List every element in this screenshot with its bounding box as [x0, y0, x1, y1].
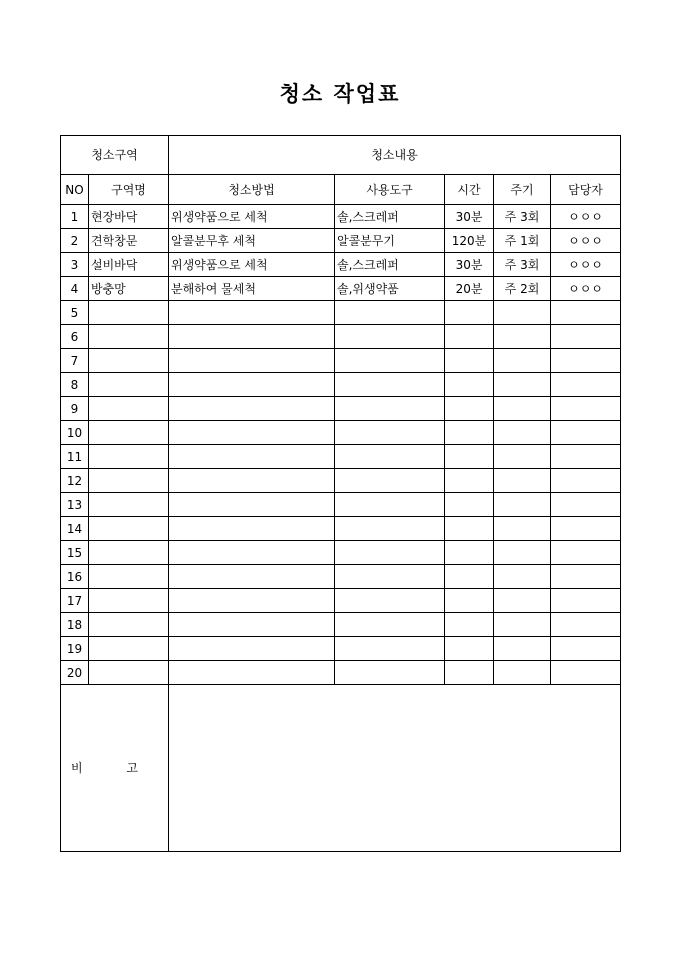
row-time — [445, 421, 494, 445]
row-method — [169, 565, 335, 589]
row-method — [169, 325, 335, 349]
row-time: 20분 — [445, 277, 494, 301]
row-cycle — [494, 589, 551, 613]
row-tool — [335, 589, 445, 613]
row-tool: 솔,위생약품 — [335, 277, 445, 301]
row-person: ㅇㅇㅇ — [551, 277, 621, 301]
row-no: 11 — [61, 445, 89, 469]
row-no: 2 — [61, 229, 89, 253]
row-no: 8 — [61, 373, 89, 397]
area-group-header: 청소구역 — [61, 136, 169, 175]
row-tool — [335, 373, 445, 397]
row-no: 15 — [61, 541, 89, 565]
row-area-name: 설비바닥 — [89, 253, 169, 277]
table-row — [61, 517, 621, 541]
row-tool — [335, 445, 445, 469]
row-no: 6 — [61, 325, 89, 349]
row-time — [445, 325, 494, 349]
row-method — [169, 301, 335, 325]
row-time: 120분 — [445, 229, 494, 253]
row-cycle — [494, 493, 551, 517]
row-method — [169, 613, 335, 637]
table-row — [61, 397, 621, 421]
row-tool — [335, 637, 445, 661]
row-time: 30분 — [445, 253, 494, 277]
row-no: 10 — [61, 421, 89, 445]
row-time — [445, 445, 494, 469]
row-tool — [335, 397, 445, 421]
row-tool — [335, 541, 445, 565]
row-person — [551, 541, 621, 565]
remarks-field[interactable] — [169, 685, 621, 852]
row-area-name — [89, 325, 169, 349]
row-method — [169, 421, 335, 445]
row-cycle — [494, 325, 551, 349]
col-header-time: 시간 — [445, 175, 494, 205]
row-tool: 솔,스크레퍼 — [335, 205, 445, 229]
row-tool — [335, 469, 445, 493]
row-no: 7 — [61, 349, 89, 373]
row-time — [445, 349, 494, 373]
table-row — [61, 469, 621, 493]
row-area-name — [89, 421, 169, 445]
row-area-name — [89, 469, 169, 493]
table-row — [61, 565, 621, 589]
row-area-name — [89, 397, 169, 421]
col-header-no: NO — [61, 175, 89, 205]
row-cycle: 주 3회 — [494, 205, 551, 229]
row-no: 5 — [61, 301, 89, 325]
row-person — [551, 469, 621, 493]
row-person — [551, 517, 621, 541]
row-cycle — [494, 373, 551, 397]
table-row — [61, 325, 621, 349]
row-person: ㅇㅇㅇ — [551, 229, 621, 253]
row-method: 알콜분무후 세척 — [169, 229, 335, 253]
row-person — [551, 397, 621, 421]
row-method — [169, 349, 335, 373]
row-no: 13 — [61, 493, 89, 517]
row-time — [445, 469, 494, 493]
row-area-name — [89, 445, 169, 469]
row-method: 분해하여 물세척 — [169, 277, 335, 301]
row-cycle — [494, 469, 551, 493]
row-no: 17 — [61, 589, 89, 613]
table-row — [61, 661, 621, 685]
row-cycle: 주 2회 — [494, 277, 551, 301]
row-area-name — [89, 301, 169, 325]
column-header-row — [61, 175, 621, 205]
table-row — [61, 637, 621, 661]
row-person — [551, 325, 621, 349]
row-area-name — [89, 589, 169, 613]
table-row — [61, 373, 621, 397]
remarks-label: 비 고 — [61, 685, 169, 852]
row-area-name — [89, 637, 169, 661]
table-row — [61, 445, 621, 469]
table-row — [61, 541, 621, 565]
table-row — [61, 349, 621, 373]
row-person — [551, 373, 621, 397]
row-no: 9 — [61, 397, 89, 421]
table-row — [61, 301, 621, 325]
row-method — [169, 661, 335, 685]
table-row — [61, 613, 621, 637]
row-tool — [335, 565, 445, 589]
col-header-cycle: 주기 — [494, 175, 551, 205]
row-no: 12 — [61, 469, 89, 493]
row-time — [445, 493, 494, 517]
row-time — [445, 541, 494, 565]
row-person — [551, 349, 621, 373]
group-header-row — [61, 136, 621, 175]
row-person: ㅇㅇㅇ — [551, 205, 621, 229]
row-tool — [335, 493, 445, 517]
row-person — [551, 445, 621, 469]
row-area-name: 현장바닥 — [89, 205, 169, 229]
row-time: 30분 — [445, 205, 494, 229]
col-header-method: 청소방법 — [169, 175, 335, 205]
row-time — [445, 661, 494, 685]
row-no: 20 — [61, 661, 89, 685]
row-person: ㅇㅇㅇ — [551, 253, 621, 277]
row-cycle — [494, 541, 551, 565]
cleaning-schedule-table — [60, 135, 621, 852]
row-tool — [335, 421, 445, 445]
table-row — [61, 421, 621, 445]
row-method — [169, 541, 335, 565]
row-time — [445, 565, 494, 589]
table-row — [61, 253, 621, 277]
row-method — [169, 397, 335, 421]
row-method: 위생약품으로 세척 — [169, 253, 335, 277]
row-cycle — [494, 637, 551, 661]
row-area-name: 견학창문 — [89, 229, 169, 253]
row-tool: 솔,스크레퍼 — [335, 253, 445, 277]
row-method — [169, 493, 335, 517]
row-cycle — [494, 613, 551, 637]
row-area-name — [89, 493, 169, 517]
content-group-header: 청소내용 — [169, 136, 621, 175]
row-method — [169, 469, 335, 493]
row-tool — [335, 613, 445, 637]
row-time — [445, 373, 494, 397]
row-no: 3 — [61, 253, 89, 277]
table-row — [61, 277, 621, 301]
row-person — [551, 421, 621, 445]
row-cycle — [494, 301, 551, 325]
row-cycle — [494, 397, 551, 421]
row-area-name — [89, 349, 169, 373]
row-area-name — [89, 565, 169, 589]
row-person — [551, 301, 621, 325]
row-person — [551, 589, 621, 613]
row-no: 16 — [61, 565, 89, 589]
table-row — [61, 589, 621, 613]
row-method: 위생약품으로 세척 — [169, 205, 335, 229]
row-time — [445, 589, 494, 613]
page-title: 청소 작업표 — [279, 81, 401, 106]
row-person — [551, 661, 621, 685]
row-method — [169, 637, 335, 661]
row-method — [169, 373, 335, 397]
row-time — [445, 613, 494, 637]
col-header-tool: 사용도구 — [335, 175, 445, 205]
remarks-row — [61, 685, 621, 852]
row-cycle — [494, 517, 551, 541]
row-area-name: 방충망 — [89, 277, 169, 301]
row-cycle: 주 3회 — [494, 253, 551, 277]
table-row — [61, 493, 621, 517]
row-person — [551, 565, 621, 589]
row-no: 19 — [61, 637, 89, 661]
row-person — [551, 637, 621, 661]
col-header-person: 담당자 — [551, 175, 621, 205]
row-no: 4 — [61, 277, 89, 301]
row-cycle — [494, 349, 551, 373]
row-method — [169, 445, 335, 469]
row-cycle — [494, 421, 551, 445]
row-tool: 알콜분무기 — [335, 229, 445, 253]
row-time — [445, 397, 494, 421]
row-cycle: 주 1회 — [494, 229, 551, 253]
row-tool — [335, 301, 445, 325]
row-area-name — [89, 517, 169, 541]
row-area-name — [89, 613, 169, 637]
col-header-area-name: 구역명 — [89, 175, 169, 205]
row-tool — [335, 517, 445, 541]
row-cycle — [494, 445, 551, 469]
row-time — [445, 517, 494, 541]
row-tool — [335, 325, 445, 349]
row-time — [445, 637, 494, 661]
row-tool — [335, 349, 445, 373]
row-person — [551, 493, 621, 517]
row-area-name — [89, 541, 169, 565]
row-no: 14 — [61, 517, 89, 541]
table-row — [61, 205, 621, 229]
row-no: 18 — [61, 613, 89, 637]
row-person — [551, 613, 621, 637]
row-method — [169, 589, 335, 613]
row-time — [445, 301, 494, 325]
row-area-name — [89, 661, 169, 685]
row-cycle — [494, 661, 551, 685]
row-method — [169, 517, 335, 541]
table-row — [61, 229, 621, 253]
row-cycle — [494, 565, 551, 589]
row-tool — [335, 661, 445, 685]
row-no: 1 — [61, 205, 89, 229]
row-area-name — [89, 373, 169, 397]
